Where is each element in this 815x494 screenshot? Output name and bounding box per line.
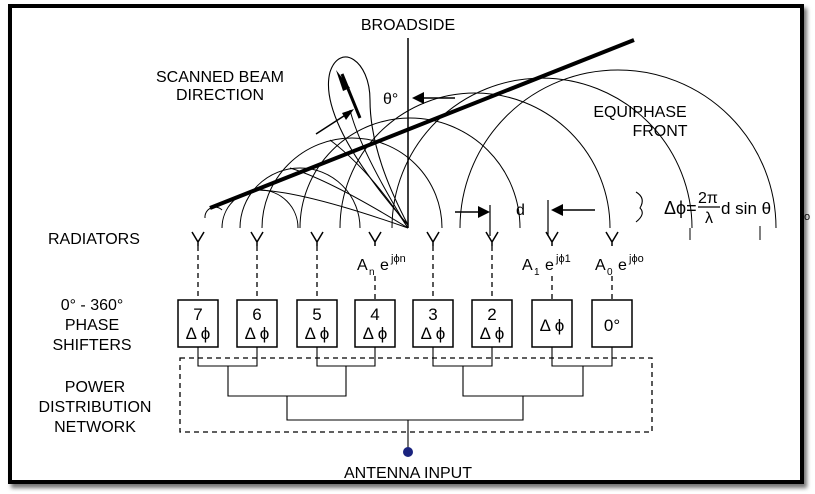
radiators-label: RADIATORS [48, 231, 140, 248]
excitation-a0 [595, 253, 644, 278]
svg-text:e: e [380, 257, 389, 274]
power-label-1: POWER [64, 379, 126, 396]
power-distribution-boundary [180, 358, 652, 432]
radiator-5 [427, 232, 439, 300]
power-label-3: NETWORK [54, 419, 136, 436]
phase-shifter-boxes [178, 300, 632, 347]
svg-text:e: e [545, 257, 554, 274]
phase-shifter-value: Δ ϕ [420, 324, 446, 343]
phase-shifter-value: Δ ϕ [304, 324, 330, 343]
phase-shifter-index: 4 [370, 305, 380, 324]
phase-shifter-4 [355, 300, 395, 347]
formula-numerator: 2π [698, 190, 718, 207]
formula-denominator: λ [705, 210, 713, 227]
antenna-input-label: ANTENNA INPUT [343, 465, 473, 482]
radiator-elements [192, 232, 618, 300]
phase-shifter-index: 3 [428, 305, 438, 324]
phase-shifters-label-3: SHIFTERS [52, 337, 132, 354]
excitation-a1 [522, 253, 571, 278]
phase-shifter-value: 0° [603, 316, 621, 335]
phase-shifter-index: 7 [193, 305, 203, 324]
phase-formula [664, 190, 810, 227]
phase-shifters-label-1: 0° - 360° [60, 297, 124, 314]
phase-shifter-index: 6 [252, 305, 262, 324]
phase-shifter-value: Δ ϕ [539, 316, 565, 335]
phase-shifter-value: Δ ϕ [362, 324, 388, 343]
svg-text:jϕ1: jϕ1 [556, 253, 571, 265]
svg-text:A: A [522, 257, 533, 274]
equiphase-front-line [210, 40, 634, 208]
broadside-label: BROADSIDE [360, 17, 456, 34]
scanned-beam-label-1: SCANNED BEAM [155, 69, 285, 86]
phase-shifter-1 [178, 300, 218, 347]
lobe-2 [222, 190, 298, 228]
equiphase-label-2: FRONT [632, 123, 688, 140]
svg-text:1: 1 [534, 267, 540, 278]
formula-brace [636, 192, 642, 222]
radiator-1 [192, 232, 204, 300]
power-label-2: DISTRIBUTION [38, 399, 152, 416]
antenna-input-dot [403, 447, 413, 457]
phase-shifter-index: 2 [487, 305, 497, 324]
phase-shifter-5 [413, 300, 453, 347]
phase-shifter-value: Δ ϕ [185, 324, 211, 343]
formula-lhs: Δϕ= [664, 198, 697, 218]
phase-shifter-7 [532, 300, 572, 347]
svg-text:e: e [618, 257, 627, 274]
phase-shifter-value: Δ ϕ [244, 324, 270, 343]
svg-text:A: A [357, 257, 368, 274]
phase-shifter-6 [472, 300, 512, 347]
phase-shifter-index: 5 [312, 305, 322, 324]
equiphase-label-1: EQUIPHASE [593, 104, 687, 121]
theta-label: θ° [383, 91, 399, 108]
phase-shifter-2 [237, 300, 277, 347]
radiator-8 [606, 232, 618, 300]
svg-text:0: 0 [607, 267, 613, 278]
formula-rhs: d sin θ [721, 199, 772, 218]
phase-shifters-label-2: PHASE [64, 317, 120, 334]
svg-text:jϕn: jϕn [391, 253, 406, 265]
scanned-beam-label-2: DIRECTION [176, 87, 264, 104]
d-label: d [516, 202, 525, 219]
formula-subscript: o [804, 211, 811, 223]
radiator-3 [311, 232, 323, 300]
corporate-feed-tree [198, 347, 612, 452]
svg-text:jϕo: jϕo [629, 253, 644, 265]
excitation-an [357, 253, 406, 278]
beam-arrow-head [336, 70, 350, 91]
lobe-7 [392, 78, 692, 228]
phase-shifter-value: Δ ϕ [479, 324, 505, 343]
radiator-2 [251, 232, 263, 300]
svg-text:n: n [369, 267, 375, 278]
phase-shifter-8 [592, 300, 632, 347]
svg-text:A: A [595, 257, 606, 274]
phase-shifter-3 [297, 300, 337, 347]
radiator-6 [486, 232, 498, 300]
